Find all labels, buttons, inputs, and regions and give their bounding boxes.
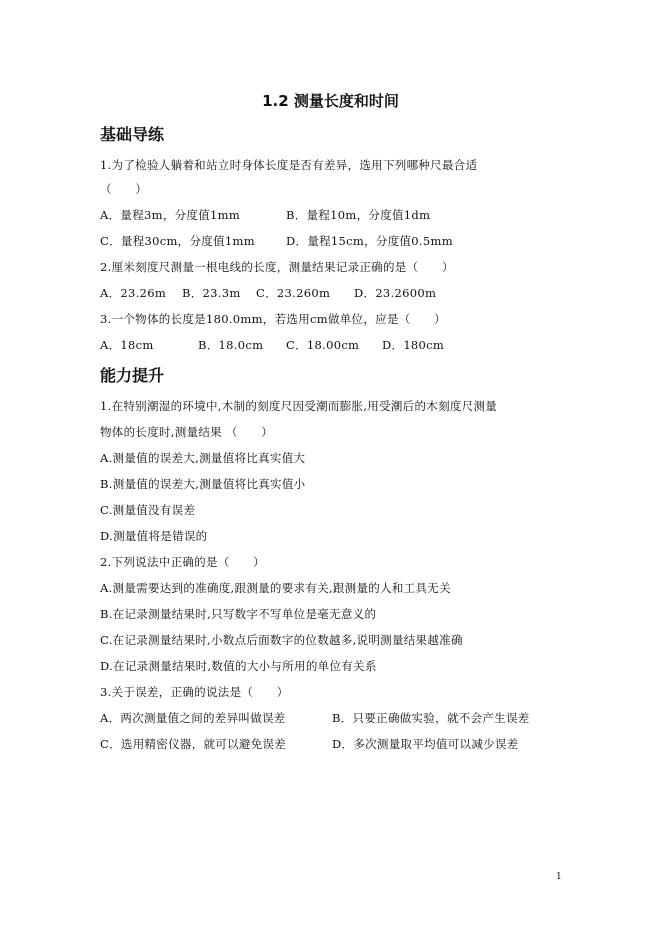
ability-q2-stem: 2.下列说法中正确的是（ ） xyxy=(100,555,265,569)
ability-q3-stem: 3.关于误差，正确的说法是（ ） xyxy=(100,685,289,699)
basic-q3-option-d: D．180cm xyxy=(382,338,445,352)
ability-q1-option-b: B.测量值的误差大,测量值将比真实值小 xyxy=(100,477,306,491)
basic-q1-stem: 1.为了检验人躺着和站立时身体长度是否有差异，选用下列哪种尺最合适 xyxy=(100,158,478,172)
basic-q2-stem: 2.厘米刻度尺测量一根电线的长度，测量结果记录正确的是（ ） xyxy=(100,260,454,274)
basic-q3-option-b: B．18.0cm xyxy=(198,338,264,352)
page-title: 1.2 测量长度和时间 xyxy=(262,92,399,110)
basic-q2-option-d: D．23.2600m xyxy=(354,286,437,300)
basic-q2-option-b: B．23.3m xyxy=(182,286,241,300)
ability-q3-option-d: D．多次测量取平均值可以减少误差 xyxy=(332,737,519,751)
page-number: 1 xyxy=(556,872,562,882)
ability-q1-stem: 1.在特别潮湿的环境中,木制的刻度尺因受潮而膨胀,用受潮后的木刻度尺测量 xyxy=(100,399,498,413)
basic-q1-option-b: B．量程10m，分度值1dm xyxy=(286,208,431,222)
ability-q2-option-c: C.在记录测量结果时,小数点后面数字的位数越多,说明测量结果越准确 xyxy=(100,633,463,647)
basic-q1-option-a: A．量程3m，分度值1mm xyxy=(100,208,241,222)
ability-q1-option-a: A.测量值的误差大,测量值将比真实值大 xyxy=(100,451,306,465)
basic-q1-stem-cont: （ ） xyxy=(100,182,148,196)
basic-q3-stem: 3.一个物体的长度是180.0mm，若选用cm做单位，应是（ ） xyxy=(100,312,446,326)
basic-q1-option-d: D．量程15cm，分度值0.5mm xyxy=(286,234,453,248)
basic-q1-option-c: C．量程30cm，分度值1mm xyxy=(100,234,255,248)
ability-q2-option-a: A.测量需要达到的准确度,跟测量的要求有关,跟测量的人和工具无关 xyxy=(100,581,451,595)
ability-q1-option-d: D.测量值将是错误的 xyxy=(100,529,208,543)
ability-q1-stem-cont: 物体的长度时,测量结果 （ ） xyxy=(100,425,274,439)
ability-q3-option-c: C．选用精密仪器，就可以避免误差 xyxy=(100,737,287,751)
ability-q2-option-b: B.在记录测量结果时,只写数字不写单位是毫无意义的 xyxy=(100,607,377,621)
ability-q3-option-a: A．两次测量值之间的差异叫做误差 xyxy=(100,711,286,725)
ability-q1-option-c: C.测量值没有误差 xyxy=(100,503,196,517)
section-heading-basic: 基础导练 xyxy=(100,125,165,144)
basic-q2-option-a: A．23.26m xyxy=(100,286,167,300)
basic-q3-option-c: C．18.00cm xyxy=(286,338,360,352)
basic-q2-option-c: C．23.260m xyxy=(256,286,331,300)
section-heading-ability: 能力提升 xyxy=(100,366,165,385)
basic-q3-option-a: A．18cm xyxy=(100,338,154,352)
ability-q3-option-b: B．只要正确做实验，就不会产生误差 xyxy=(332,711,530,725)
ability-q2-option-d: D.在记录测量结果时,数值的大小与所用的单位有关系 xyxy=(100,659,377,673)
